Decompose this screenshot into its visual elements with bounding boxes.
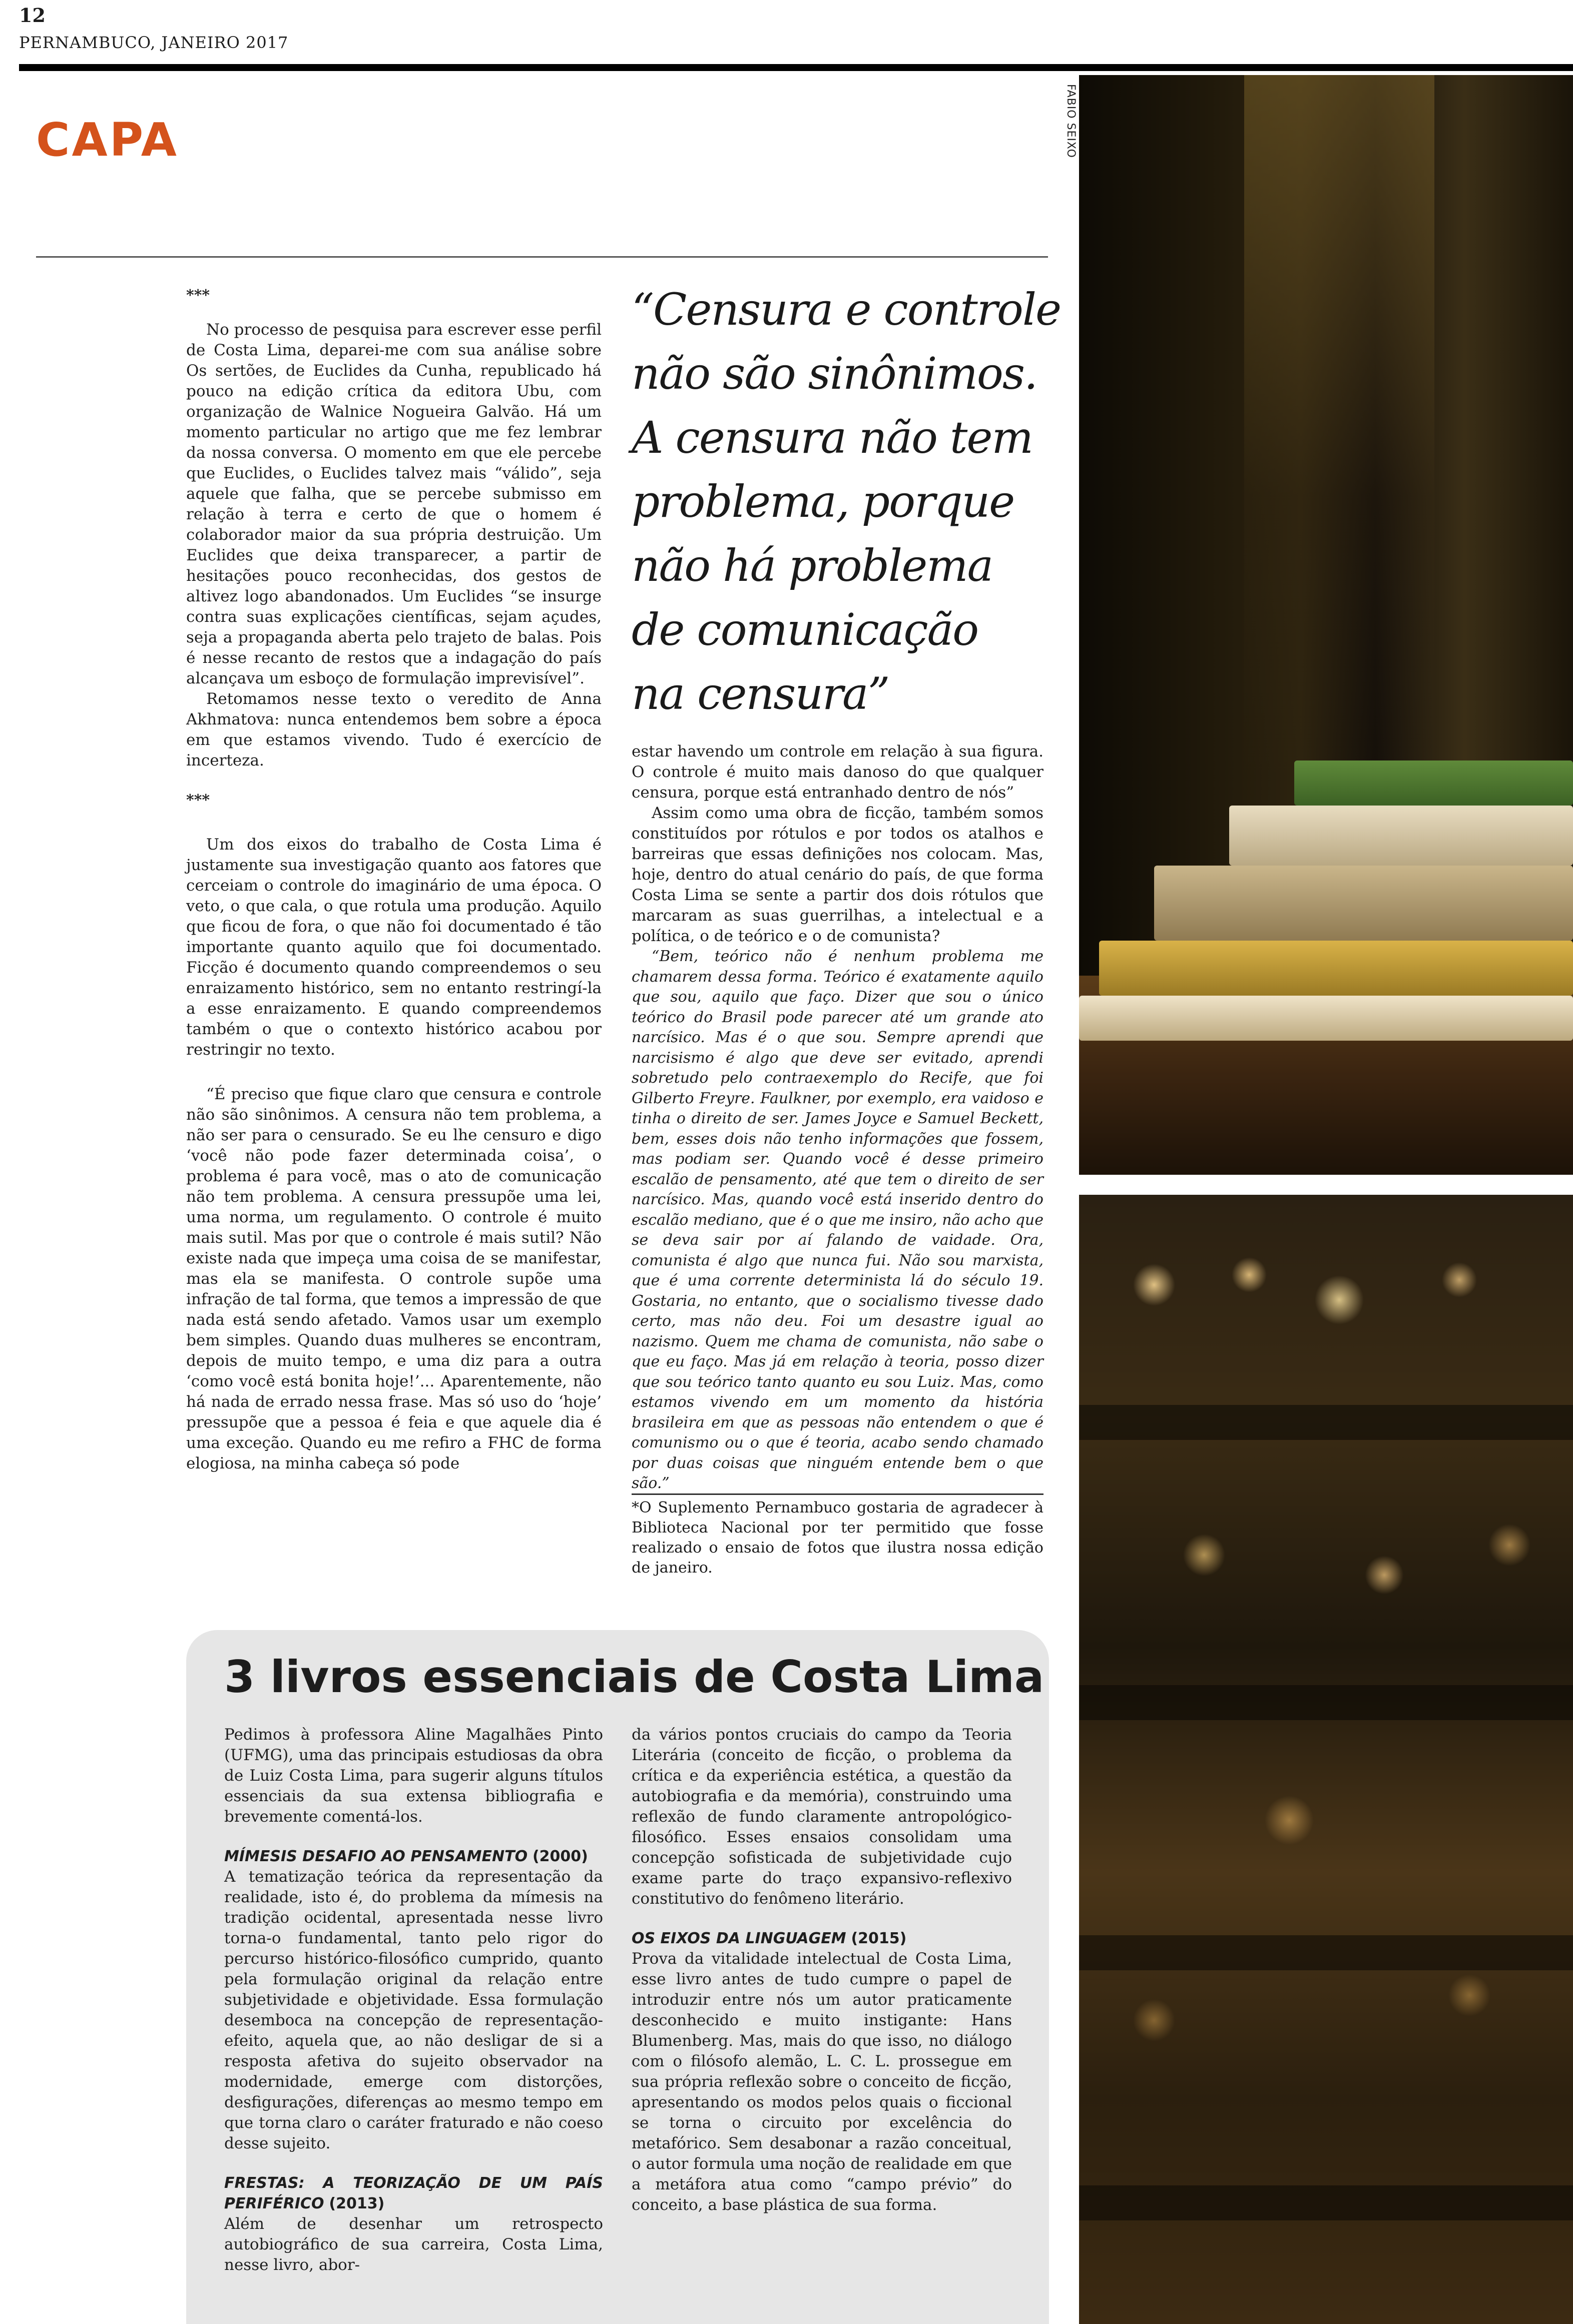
books-box-column-1 — [224, 1725, 603, 2275]
book-description: Prova da vitalidade intelectual de Costa Lima, esse livro antes de tudo cumpre o papel de introduzir entre nós um autor praticamente desconhecido e muito instigante: Hans Blumenberg. Mas, mais do que isso, no diálogo com o filósofo alemão, L. C. L. prossegue em sua própria reflexão sobre o conceito de ficção, apresentando os modos pelos quais o ficcional se torna o circuito por excelência do metafórico. Sem desabonar a razão conceitual, o autor formula uma noção de realidade em que a metáfora atua como “campo prévio” do conceito, a base plástica de sua forma. — [632, 1950, 1012, 2214]
book-title: FRESTAS: A TEORIZAÇÃO DE UM PAÍS PERIFÉRICO — [224, 2174, 603, 2212]
paragraph: Retomamos nesse texto o veredito de Anna Akhmatova: nunca entendemos bem sobre a época em que estamos vivendo. Tudo é exercício de incerteza. — [186, 690, 602, 769]
book-heading — [632, 1928, 1012, 1949]
pull-quote-line: problema, porque — [632, 476, 1014, 527]
pull-quote-line: A censura não tem — [632, 412, 1032, 463]
book-title: MÍMESIS DESAFIO AO PENSAMENTO — [224, 1848, 528, 1865]
photo-book-yellow — [1099, 941, 1573, 996]
article-column-2 — [632, 741, 1043, 1494]
book-title: OS EIXOS DA LINGUAGEM — [632, 1930, 846, 1947]
book-heading — [224, 2173, 603, 2214]
photo-shelf — [1079, 1935, 1573, 1970]
photo-credit — [1064, 84, 1079, 174]
top-rule — [19, 64, 1573, 71]
photo-light-column — [1244, 75, 1434, 776]
pull-quote — [632, 278, 1062, 726]
section-title: CAPA — [36, 113, 179, 167]
photo-shelf — [1079, 1685, 1573, 1720]
pull-quote-line: “Censura e controle — [632, 284, 1061, 335]
photo-shelf — [1079, 2185, 1573, 2220]
book-year: (2015) — [851, 1930, 907, 1947]
photo-book-cream-2 — [1079, 996, 1573, 1041]
photo-library-shelves — [1079, 1195, 1573, 2324]
paragraph: estar havendo um controle em relação à sua figura. O controle é muito mais danoso do que qualquer censura, porque está entranhado dentro de nós” — [632, 742, 1043, 802]
photo-shelf — [1079, 1405, 1573, 1440]
footnote-rule — [632, 1493, 1043, 1495]
photo-books-table — [1079, 75, 1573, 1175]
pull-quote-line: não são sinônimos. — [632, 348, 1037, 399]
photo-book-cream-1 — [1229, 806, 1573, 866]
photo-book-green — [1294, 760, 1573, 806]
page-number: 12 — [19, 4, 46, 27]
pull-quote-line: de comunicação — [632, 604, 978, 655]
book-heading — [224, 1846, 603, 1867]
paragraph: No processo de pesquisa para escrever esse perfil de Costa Lima, deparei-me com sua análise sobre Os sertões, de Euclides da Cunha, republicado há pouco na edição crítica da editora Ubu, com organização de Walnice Nogueira Galvão. Há um momento particular no artigo que me fez lembrar da nossa conversa. O momento em que ele percebe que Euclides, o Euclides talvez mais “válido”, seja aquele que falha, que se percebe submisso em relação à terra e certo de que o homem é colaborador maior da sua própria destruição. Um Euclides que deixa transparecer, a partir de hesitações pouco reconhecidas, dos gestos de altivez logo abandonados. Um Euclides “se insurge contra suas explicações científicas, sejam açudes, seja a propaganda aberta pelo trajeto de balas. Pois é nesse recanto de restos que a indagação do país alcançava um esboço de formulação imprevisível”. — [186, 321, 602, 687]
books-box-column-2 — [632, 1725, 1012, 2215]
book-year: (2013) — [329, 2195, 385, 2212]
books-box-title: 3 livros essenciais de Costa Lima — [224, 1651, 1044, 1703]
photo-book-tan — [1154, 866, 1573, 941]
paragraph: Assim como uma obra de ficção, também somos constituídos por rótulos e por todos os atalhos e barreiras que essas definições nos colocam. Mas, hoje, dentro do atual cenário do país, de que forma Costa Lima se sente a partir dos dois rótulos que marcaram as suas guerrilhas, a intelectual e a política, o de teórico e o de comunista? — [632, 804, 1043, 945]
book-description: A tematização teórica da representação da realidade, isto é, do problema da mímesis na tradição ocidental, apresentada nesse livro torna-o fundamental, tanto pelo rigor do percurso histórico-filosófico cumprido, quanto pela formulação original da relação entre subjetividade e objetividade. Essa formulação desemboca na concepção de representação-efeito, aquela que, ao não desligar de si a resposta afetiva do sujeito observador na modernidade, emerge com distorções, desfigurações, diferenças ao mesmo tempo em que torna claro o caráter fraturado e não coeso desse sujeito. — [224, 1868, 603, 2152]
paragraph: “É preciso que fique claro que censura e controle não são sinônimos. A censura não tem problema, a não ser para o censurado. Se eu lhe censuro e digo ‘você não pode fazer determinada coisa’, o problema é para você, mas o ato de comunicação não tem problema. A censura pressupõe uma lei, uma norma, um regulamento. O controle é muito mais sutil. Mas por que o controle é mais sutil? Não existe nada que impeça uma coisa de se manifestar, mas ela se manifesta. O controle supõe uma infração de tal forma, que temos a impressão de que nada está sendo afetado. Vamos usar um exemplo bem simples. Quando duas mulheres se encontram, depois de muito tempo, e uma diz para a outra ‘como você está bonita hoje!’... Aparentemente, não há nada de errado nessa frase. Mas só uso do ‘hoje’ pressupõe que a pessoa é feia e que aquele dia é uma exceção. Quando eu me refiro a FHC de forma elogiosa, na minha cabeça só pode — [186, 1085, 602, 1472]
quote-paragraph: “Bem, teórico não é nenhum problema me chamarem dessa forma. Teórico é exatamente aquilo que sou, aquilo que faço. Dizer que sou o único teórico do Brasil pode parecer até um grande ato narcísico. Mas é o que sou. Sempre aprendi que narcisismo é algo que deve ser evitado, aprendi sobretudo pelo contraexemplo do Recife, que foi Gilberto Freyre. Faulkner, por exemplo, era vaidoso e tinha o direito de ser. James Joyce e Samuel Beckett, bem, esses dois não tenho informações que fossem, mas podiam ser. Quando você é desse primeiro escalão de pensamento, até que tem o direito de ser narcísico. Mas, quando você está inserido dentro do escalão mediano, que é o que me insiro, não acho que se deva sair por aí falando de vaidade. Ora, comunista é algo que nunca fui. Não sou marxista, que é uma corrente determinista lá do século 19. Gostaria, no entanto, que o socialismo tivesse dado certo, mas não deu. Foi um desastre igual ao nazismo. Quem me chama de comunista, não sabe o que eu faço. Mas já em relação à teoria, posso dizer que sou teórico tanto quanto eu sou Luiz. Mas, como estamos vivendo em um momento da história brasileira em que as pessoas não entendem o que é comunismo ou o que é teoria, acabo sendo chamado por duas coisas que ninguém entende bem o que são.” — [632, 948, 1043, 1492]
book-description: da vários pontos cruciais do campo da Teoria Literária (conceito de ficção, o problema da crítica e da experiência estética, a questão da autobiografia e da memória), construindo uma reflexão de fundo claramente antropológico-filosófico. Esses ensaios consolidam uma concepção sofisticada de subjetividade cujo exame parte do traço expansivo-reflexivo constitutivo do fenômeno literário. — [632, 1726, 1012, 1908]
paragraph: Um dos eixos do trabalho de Costa Lima é justamente sua investigação quanto aos fatores que cerceiam o controle do imaginário de uma época. O veto, o que cala, o que rotula uma produção. Aquilo que ficou de fora, o que não foi documentado é tão importante quanto aquilo que foi documentado. Ficção é documento quando compreendemos o seu enraizamento histórico, sem no entanto restringí-la a esse enraizamento. E quando compreendemos também o que o contexto histórico acabou por restringir no texto. — [186, 836, 602, 1059]
footnote: *O Suplemento Pernambuco gostaria de agradecer à Biblioteca Nacional por ter permitido que fosse realizado o ensaio de fotos que ilustra nossa edição de janeiro. — [632, 1499, 1043, 1577]
books-box-intro: Pedimos à professora Aline Magalhães Pinto (UFMG), uma das principais estudiosas da obra de Luiz Costa Lima, para sugerir alguns títulos essenciais da sua extensa bibliografia e brevemente comentá-los. — [224, 1726, 603, 1826]
photo-credit-text: FABIO SEIXO — [1065, 84, 1077, 158]
section-rule — [36, 256, 1048, 258]
section-break: *** — [186, 287, 210, 304]
dateline: PERNAMBUCO, JANEIRO 2017 — [19, 33, 289, 52]
pull-quote-line: na censura” — [632, 668, 889, 719]
section-break: *** — [186, 792, 210, 809]
pull-quote-line: não há problema — [632, 540, 993, 591]
book-year: (2000) — [532, 1848, 588, 1865]
book-description: Além de desenhar um retrospecto autobiográfico de sua carreira, Costa Lima, nesse livro, abor- — [224, 2215, 603, 2274]
article-column-1 — [186, 285, 602, 1474]
